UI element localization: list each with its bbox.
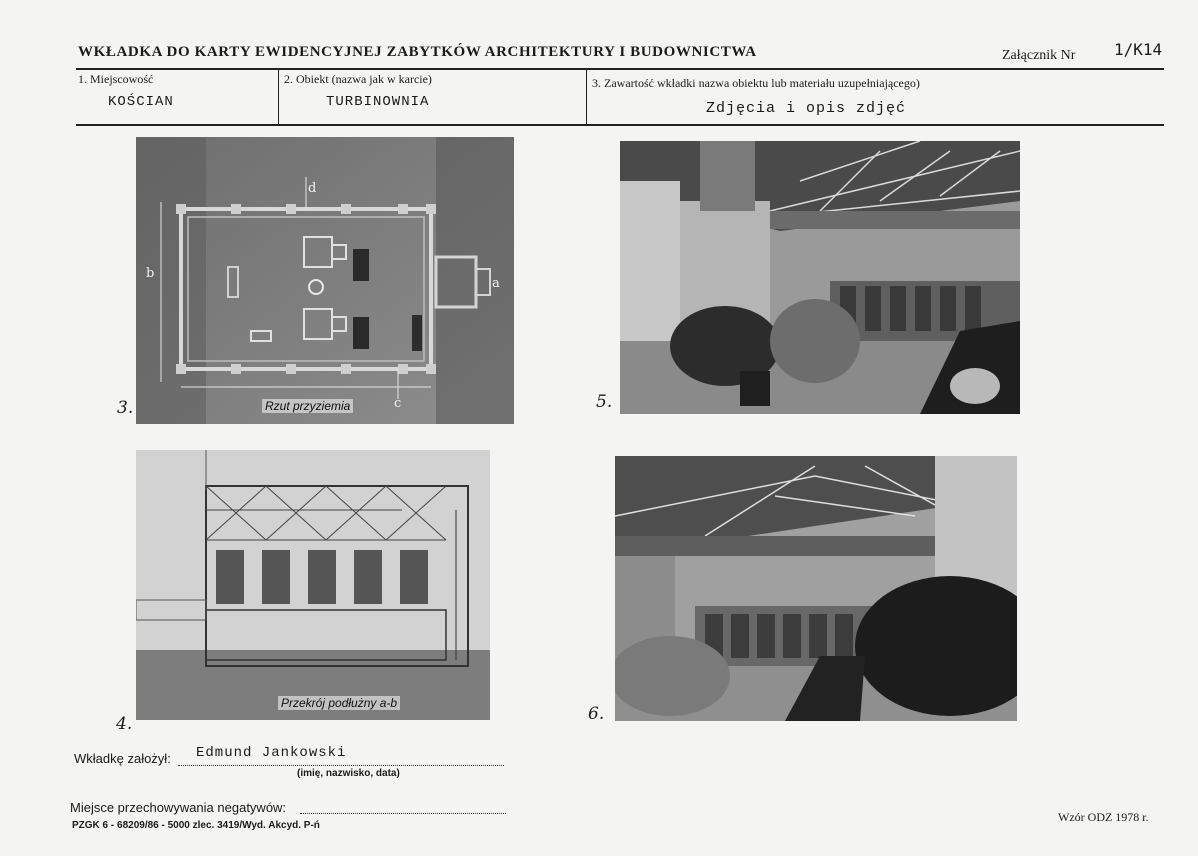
figure-3-number: 3. xyxy=(117,398,134,418)
object-label: 2. Obiekt (nazwa jak w karcie) xyxy=(284,72,432,86)
figure-6-number: 6. xyxy=(588,704,605,724)
founder-line xyxy=(178,764,504,766)
annex-number: 1/K14 xyxy=(1114,40,1163,59)
locality-label: 1. Miejscowość xyxy=(78,72,154,86)
locality-value: KOŚCIAN xyxy=(108,94,174,110)
field-divider xyxy=(586,70,587,124)
founder-value: Edmund Jankowski xyxy=(196,745,347,761)
figure-4-number: 4. xyxy=(116,714,133,734)
plan-label-d: d xyxy=(308,181,317,196)
founder-label: Wkładkę założył: xyxy=(74,751,171,766)
figure-5-number: 5. xyxy=(596,392,613,412)
section-drawing xyxy=(136,450,490,720)
template-info: Wzór ODZ 1978 r. xyxy=(1058,810,1149,824)
plan-label-a: a xyxy=(492,276,500,291)
field-row-rule xyxy=(76,124,1164,126)
form-title: WKŁADKA DO KARTY EWIDENCYJNEJ ZABYTKÓW ARCHITEKTURY I BUDOWNICTWA xyxy=(78,44,757,60)
plan-label-b: b xyxy=(146,266,155,281)
negatives-label: Miejsce przechowywania negatywów: xyxy=(70,800,287,815)
print-info: PZGK 6 - 68209/86 - 5000 zlec. 3419/Wyd. Akcyd. P-ń xyxy=(72,820,320,831)
content-label: 3. Zawartość wkładki nazwa obiektu lub materiału uzupełniającego) xyxy=(592,76,920,90)
content-value: Zdjęcia i opis zdjęć xyxy=(706,100,907,117)
founder-hint: (imię, nazwisko, data) xyxy=(297,768,400,779)
negatives-line xyxy=(300,812,506,814)
figure-4-caption: Przekrój podłużny a-b xyxy=(278,696,400,710)
annex-label: Załącznik Nr xyxy=(1002,48,1076,63)
figure-3-caption: Rzut przyziemia xyxy=(262,399,353,413)
plan-label-c: c xyxy=(394,396,402,411)
interior-photo-5 xyxy=(620,141,1020,414)
interior-photo-6 xyxy=(615,456,1017,721)
field-divider xyxy=(278,70,279,124)
header-rule xyxy=(76,68,1164,70)
object-value: TURBINOWNIA xyxy=(326,94,430,110)
floor-plan-drawing xyxy=(136,137,514,424)
